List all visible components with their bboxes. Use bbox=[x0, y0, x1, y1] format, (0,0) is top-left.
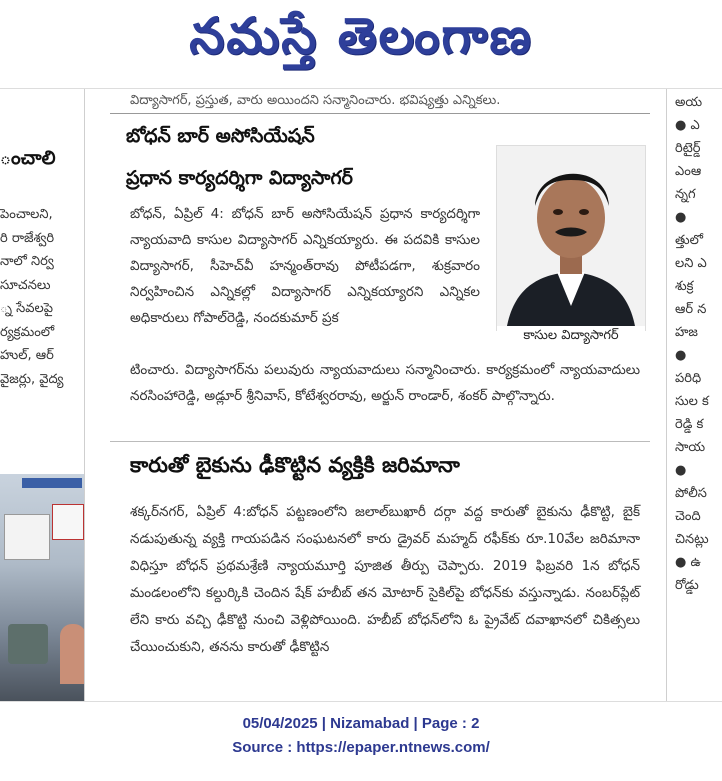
article1-body-continued: టించారు. విద్యాసాగర్‌ను పలువురు న్యాయవాదులు సన్మానించారు. కార్యక్రమంలో న్యాయవాదులు నరసింహారెడ్డి, అడ్లూర్ శ్రీనివాస్, కోటేశ్వరరావు, అర్జున్ రాండార్, శంకర్ పాల్గొన్నారు. bbox=[130, 362, 640, 404]
right-line: రిటైర్డ్ bbox=[675, 141, 701, 156]
hospital-photo bbox=[0, 474, 84, 701]
left-line: సూచనలు bbox=[0, 277, 51, 293]
right-line: పరిధి bbox=[675, 371, 702, 386]
right-line: శుక్ర bbox=[675, 279, 694, 294]
left-line: హుల్, ఆర్ bbox=[0, 348, 54, 363]
right-line: ● ఉ bbox=[675, 555, 701, 570]
right-line: చెంది bbox=[675, 509, 701, 524]
photo-caption: కాసుల విద్యాసాగర్ bbox=[497, 326, 645, 346]
right-line: అయ bbox=[675, 95, 703, 110]
left-line: వైజర్లు, వైద్య bbox=[0, 371, 64, 387]
portrait-photo bbox=[496, 145, 646, 343]
chair bbox=[8, 624, 48, 664]
right-line: ● ఎ bbox=[675, 118, 700, 133]
epaper-footer bbox=[0, 712, 722, 760]
right-line: రెడ్డి క bbox=[675, 417, 704, 432]
notice-board bbox=[52, 504, 84, 540]
right-line: త్తులో bbox=[675, 233, 703, 248]
article1-headline-line1: బోధన్ బార్ అసోసియేషన్ bbox=[126, 125, 315, 147]
right-line: లని ఎ bbox=[675, 256, 707, 271]
left-body-text bbox=[0, 203, 84, 391]
article1-body bbox=[130, 201, 480, 331]
main-column bbox=[110, 89, 650, 701]
newspaper-title: నమస్తే తెలంగాణ bbox=[189, 6, 533, 65]
right-line: ఎంఆ bbox=[675, 164, 702, 179]
left-line: నాలో నిర్వ bbox=[0, 254, 54, 269]
masthead bbox=[0, 0, 722, 84]
right-line: రోడ్డు bbox=[675, 578, 699, 593]
left-line: రి రాజేశ్వరి bbox=[0, 230, 55, 246]
footer-date-edition: 05/04/2025 | Nizamabad | Page : 2 bbox=[242, 715, 480, 732]
right-line: ● bbox=[675, 348, 687, 363]
article2-headline: కారుతో బైకును ఢీకొట్టిన వ్యక్తికి జరిమానా bbox=[130, 453, 460, 477]
right-line: పోలీస bbox=[675, 486, 707, 501]
right-line: హజ bbox=[675, 325, 698, 340]
left-line: ్న సేవలపై bbox=[0, 301, 53, 316]
cut-off-text: విద్యాసాగర్, ప్రస్తుత, వారు అయిందని సన్మానించారు. భవిష్యత్తు ఎన్నికలు. bbox=[130, 93, 501, 108]
left-headline-fragment: ంచాలి bbox=[0, 147, 56, 169]
left-line: పెంచాలని, bbox=[0, 207, 53, 222]
right-line: సాయ bbox=[675, 440, 706, 455]
left-line: ర్యక్రమంలో bbox=[0, 324, 55, 340]
right-line: ● bbox=[675, 463, 687, 478]
right-body-text bbox=[675, 91, 722, 597]
right-line: ● bbox=[675, 210, 687, 225]
right-line: న్నగ bbox=[675, 187, 696, 202]
right-line: చినట్లు bbox=[675, 532, 709, 547]
newspaper-page bbox=[0, 88, 722, 702]
divider bbox=[110, 441, 650, 442]
article2-body: శక్కర్‌నగర్, ఏప్రిల్ 4:బోధన్ పట్టణంలోని జలాల్‌బుఖారీ దర్గా వద్ద కారుతో బైకును ఢీకొట్టి, బైక్ నడుపుతున్న వ్యక్తి గాయపడిన సంఘటనలో కారు డ్రైవర్ మహ్మద్ రఫీక్‌కు రూ.10వేల జరిమానా విధిస్తూ బోధన్ ప్రథమశ్రేణి న్యాయమూర్తి పూజిత తీర్పు చెప్పారు. 2019 ఫిబ్రవరి 1న బోధన్ మండలంలోని కల్దుర్కికి చెందిన షేక్ హబీబ్ తన మోటార్ సైకిల్‌పై బోధన్‌కు వస్తున్నాడు. నంబర్‌ప్లేట్ లేని కారు వచ్చి ఢీకొట్టి నుంచి వెళ్లిపోయింది. హబీబ్ బోధన్‌లోని ఓ ప్రైవేట్ దవాఖానలో చికిత్సలు చేయించుకుని, తనను కారుతో ఢీకొట్టిన bbox=[130, 504, 640, 655]
divider bbox=[110, 113, 650, 114]
person bbox=[60, 624, 85, 684]
right-line: సుల క bbox=[675, 394, 709, 409]
right-line: ఆర్ న bbox=[675, 302, 707, 317]
notice-board bbox=[4, 514, 50, 560]
portrait-image bbox=[497, 146, 645, 326]
article1-headline-line2: ప్రధాన కార్యదర్శిగా విద్యాసాగర్ bbox=[126, 167, 353, 189]
left-column bbox=[0, 89, 85, 701]
right-column bbox=[666, 89, 722, 701]
footer-source: Source : https://epaper.ntnews.com/ bbox=[232, 739, 490, 756]
waiting-area-sign bbox=[22, 478, 82, 488]
article1-paragraph: బోధన్, ఏప్రిల్ 4: బోధన్ బార్ అసోసియేషన్ ప్రధాన కార్యదర్శిగా న్యాయవాది కాసుల విద్యాసాగర్ ఎన్నికయ్యారు. ఈ పదవికి కాసుల విద్యాసాగర్, సీహెచ్‌వీ హన్మంత్‌రావు పోటీపడగా, శుక్రవారం నిర్వహించిన ఎన్నికల్లో విద్యాసాగర్ ఎన్నికయ్యారని ఎన్నికల అధికారులు గోపాల్‌రెడ్డి, నందకుమార్ ప్రక bbox=[130, 206, 480, 326]
